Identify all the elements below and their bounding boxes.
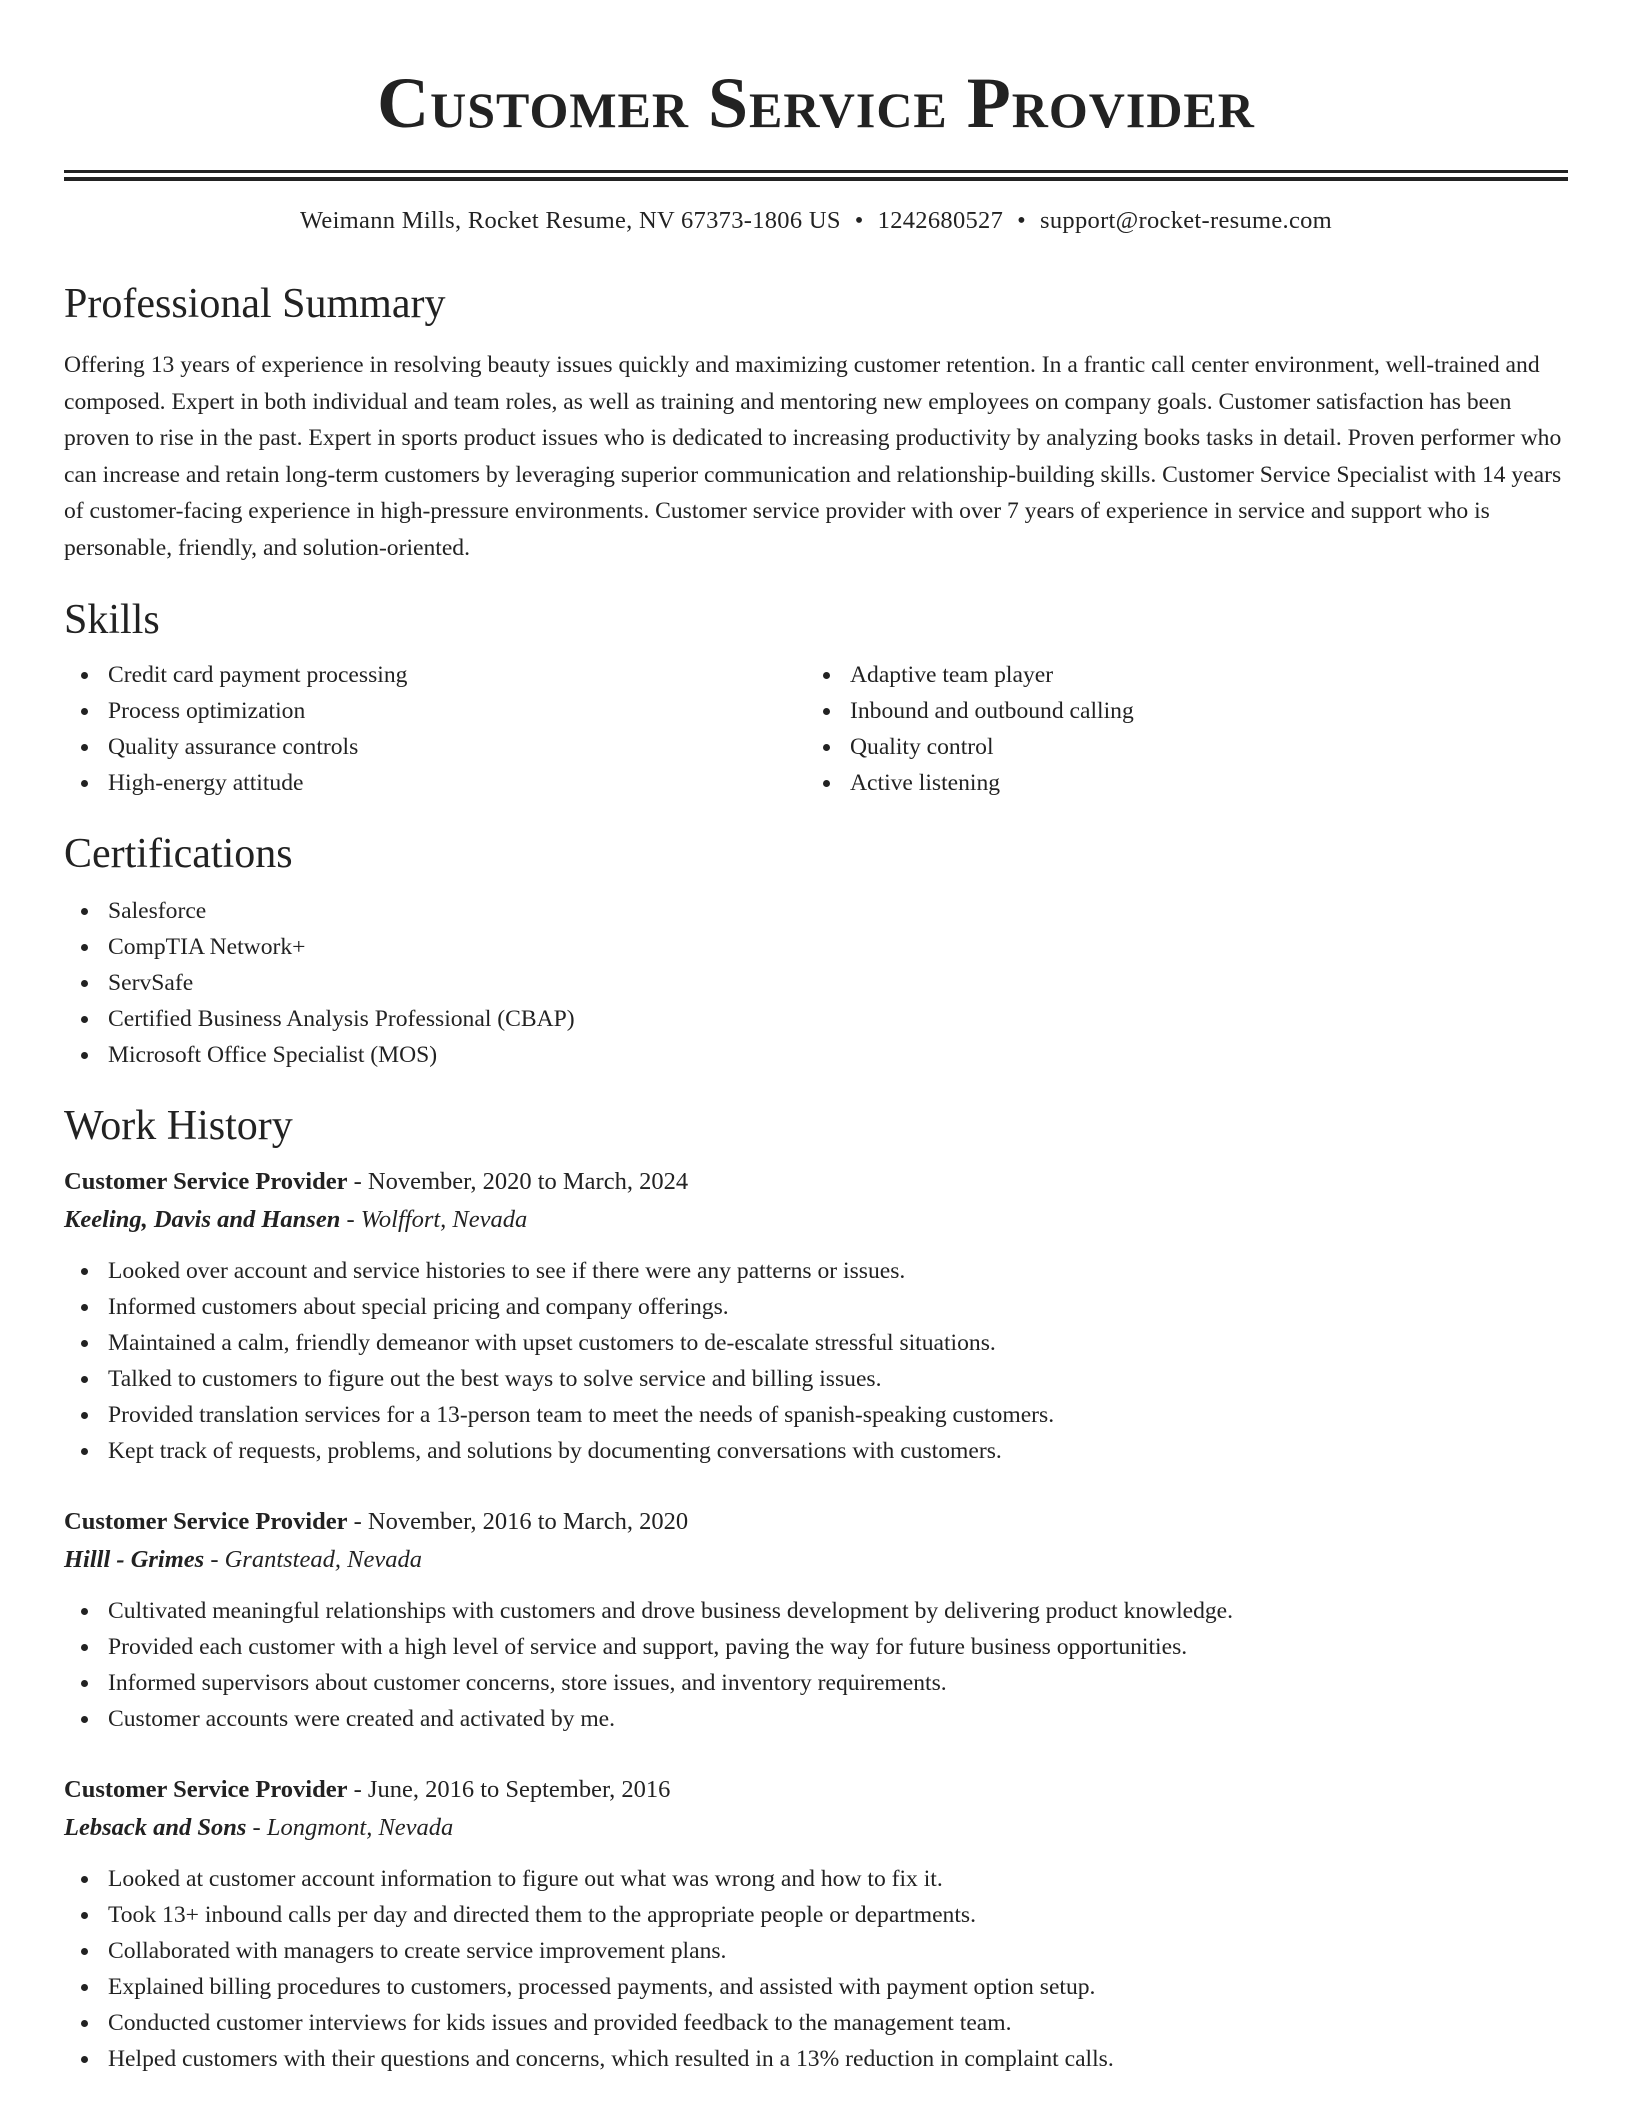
contact-email: support@rocket-resume.com	[1040, 207, 1333, 234]
section-heading-certifications: Certifications	[64, 830, 293, 877]
job-dates: - November, 2016 to March, 2020	[347, 1507, 689, 1535]
skill-item: Quality assurance controls	[64, 729, 806, 765]
job-bullet: Provided each customer with a high level of service and support, paving the way for future business opportunities.	[64, 1629, 1568, 1665]
job-title-line	[64, 1771, 1568, 1809]
contact-line	[64, 205, 1568, 237]
job-title: Customer Service Provider	[64, 1507, 348, 1535]
job-bullet: Took 13+ inbound calls per day and directed them to the appropriate people or departments.	[64, 1897, 1568, 1933]
job-entry	[64, 1771, 1568, 2077]
certification-item: Salesforce	[64, 893, 1568, 929]
job-bullet: Looked at customer account information to figure out what was wrong and how to fix it.	[64, 1861, 1568, 1897]
job-location: - Grantstead, Nevada	[204, 1545, 422, 1573]
contact-address: Weimann Mills, Rocket Resume, NV 67373-1806 US	[299, 207, 841, 234]
header-double-rule	[64, 170, 1568, 181]
job-location: - Longmont, Nevada	[246, 1813, 454, 1841]
job-bullet: Helped customers with their questions and concerns, which resulted in a 13% reduction in complaint calls.	[64, 2041, 1568, 2077]
job-company: Hilll - Grimes	[64, 1545, 205, 1573]
job-bullet: Cultivated meaningful relationships with customers and drove business development by delivering product knowledge.	[64, 1593, 1568, 1629]
job-bullets	[64, 1253, 1568, 1469]
section-heading-skills: Skills	[64, 596, 160, 643]
job-bullet: Customer accounts were created and activated by me.	[64, 1701, 1568, 1737]
skill-item: Adaptive team player	[806, 657, 1548, 693]
job-title-line	[64, 1503, 1568, 1541]
certification-item: ServSafe	[64, 965, 1568, 1001]
job-bullet: Looked over account and service histories to see if there were any patterns or issues.	[64, 1253, 1568, 1289]
summary-text: Offering 13 years of experience in resolving beauty issues quickly and maximizing customer retention. In a frantic call center environment, well-trained and composed. Expert in both individual and team roles, as well as training and mentoring new employees on company goals. Customer satisfaction has been proven to rise in the past. Expert in sports product issues who is dedicated to increasing productivity by analyzing books tasks in detail. Proven performer who can increase and retain long-term customers by leveraging superior communication and relationship-building skills. Customer Service Specialist with 14 years of customer-facing experience in high-pressure environments. Customer service provider with over 7 years of experience in service and support who is personable, friendly, and solution-oriented.	[64, 352, 1562, 561]
contact-separator: •	[1017, 207, 1027, 234]
job-dates: - June, 2016 to September, 2016	[347, 1775, 671, 1803]
job-bullet: Kept track of requests, problems, and solutions by documenting conversations with customers.	[64, 1433, 1568, 1469]
job-title-line	[64, 1163, 1568, 1201]
section-heading-work-history: Work History	[64, 1102, 293, 1149]
job-bullet: Collaborated with managers to create service improvement plans.	[64, 1933, 1568, 1969]
certification-item: CompTIA Network+	[64, 929, 1568, 965]
certification-item: Microsoft Office Specialist (MOS)	[64, 1037, 1568, 1073]
skill-item: Credit card payment processing	[64, 657, 806, 693]
job-bullets	[64, 1861, 1568, 2077]
skill-item: High-energy attitude	[64, 765, 806, 801]
skill-item: Process optimization	[64, 693, 806, 729]
job-bullets	[64, 1593, 1568, 1737]
job-entry	[64, 1163, 1568, 1469]
job-company: Keeling, Davis and Hansen	[64, 1205, 341, 1233]
job-company-line	[64, 1541, 1568, 1579]
job-title: Customer Service Provider	[64, 1167, 348, 1195]
job-title: Customer Service Provider	[64, 1775, 348, 1803]
resume-name: Customer Service Provider	[377, 63, 1255, 143]
job-bullet: Provided translation services for a 13-person team to meet the needs of spanish-speaking customers.	[64, 1397, 1568, 1433]
skills-column-left	[64, 657, 806, 801]
job-company-line	[64, 1809, 1568, 1847]
job-bullet: Conducted customer interviews for kids issues and provided feedback to the management team.	[64, 2005, 1568, 2041]
skills-list	[64, 657, 1568, 801]
skill-item: Active listening	[806, 765, 1548, 801]
job-company-line	[64, 1201, 1568, 1239]
job-company: Lebsack and Sons	[64, 1813, 247, 1841]
job-bullet: Informed customers about special pricing and company offerings.	[64, 1289, 1568, 1325]
job-bullet: Explained billing procedures to customers, processed payments, and assisted with payment option setup.	[64, 1969, 1568, 2005]
contact-phone: 1242680527	[877, 207, 1004, 234]
skills-column-right	[806, 657, 1548, 801]
contact-separator: •	[854, 207, 864, 234]
section-heading-summary: Professional Summary	[64, 281, 446, 327]
job-entry	[64, 1503, 1568, 1737]
job-bullet: Maintained a calm, friendly demeanor with upset customers to de-escalate stressful situations.	[64, 1325, 1568, 1361]
job-bullet: Informed supervisors about customer concerns, store issues, and inventory requirements.	[64, 1665, 1568, 1701]
skill-item: Quality control	[806, 729, 1548, 765]
certification-item: Certified Business Analysis Professional (CBAP)	[64, 1001, 1568, 1037]
job-dates: - November, 2020 to March, 2024	[347, 1167, 689, 1195]
skill-item: Inbound and outbound calling	[806, 693, 1548, 729]
resume-page	[64, 0, 1568, 2077]
job-bullet: Talked to customers to figure out the best ways to solve service and billing issues.	[64, 1361, 1568, 1397]
certifications-list	[64, 893, 1568, 1073]
job-location: - Wolffort, Nevada	[340, 1205, 528, 1233]
